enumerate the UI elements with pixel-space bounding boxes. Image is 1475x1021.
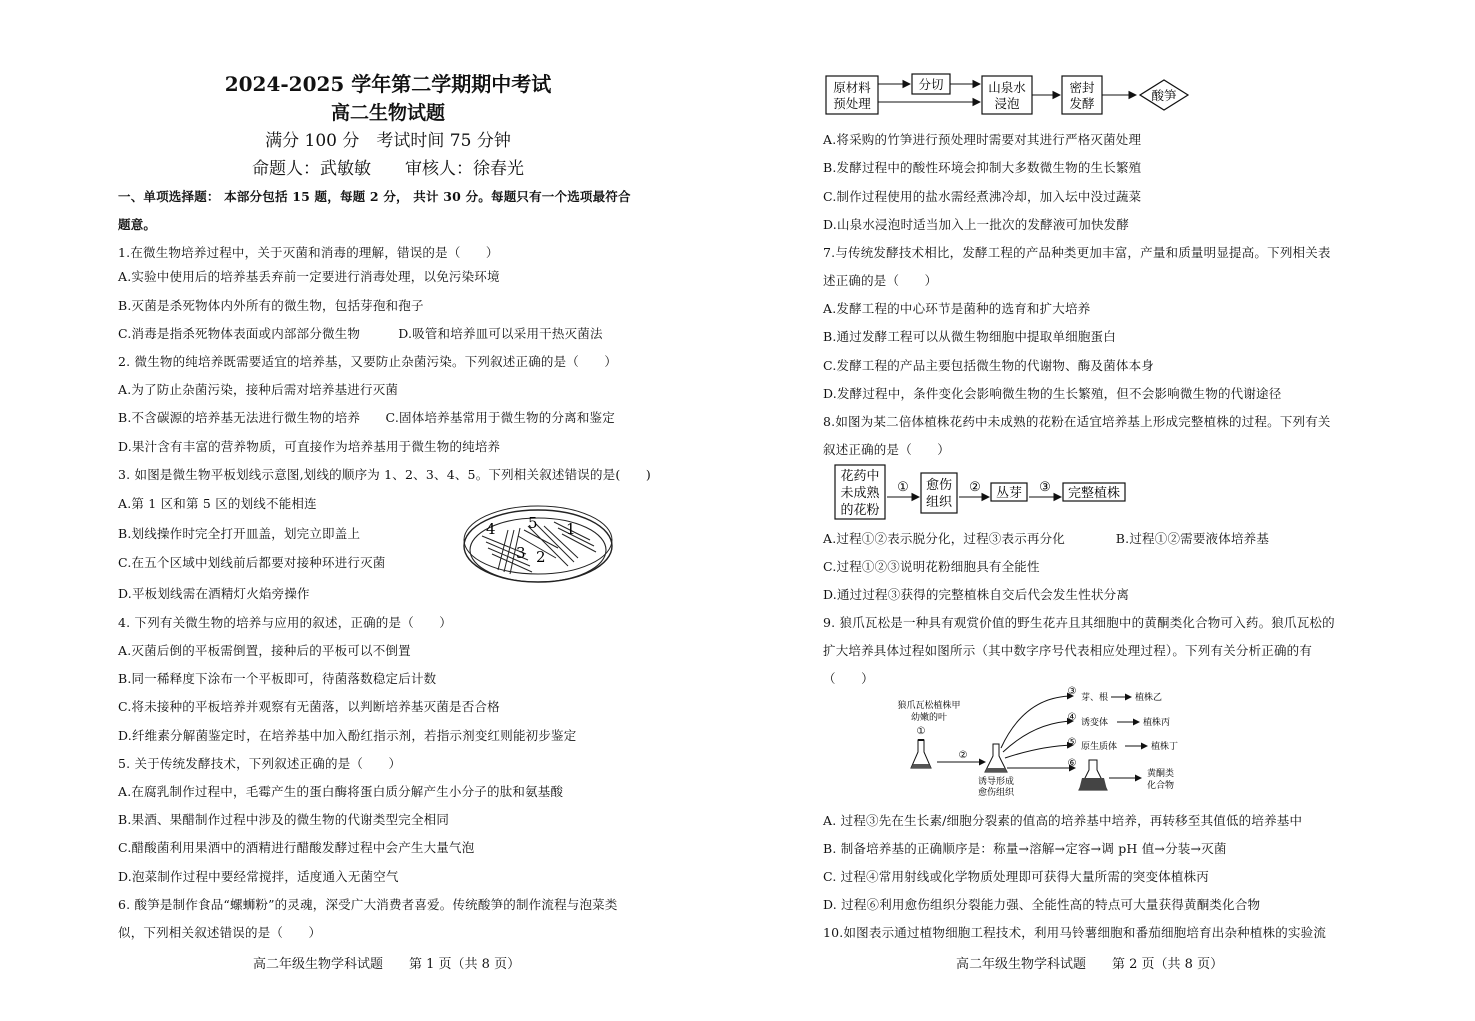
flow-raw-2: 预处理 xyxy=(833,96,871,111)
branch-result: 植株乙 xyxy=(1135,693,1163,703)
question-line: 述正确的是（ ） xyxy=(823,273,938,288)
question-line: 9. 狼爪瓦松是一种具有观赏价值的野生花卉且其细胞中的黄酮类化合物可入药。狼爪瓦松的 xyxy=(823,615,1335,630)
culture-source-2: 幼嫩的叶 xyxy=(910,713,948,723)
question-line: A.为了防止杂菌污染，接种后需对培养基进行灭菌 xyxy=(118,382,399,397)
branch-label: 原生质体 xyxy=(1081,742,1118,752)
exam-authors: 命题人：武敏敏 审核人：徐春光 xyxy=(252,159,524,179)
question-line: C.制作过程使用的盐水需经煮沸冷却，加入坛中没过蔬菜 xyxy=(823,189,1142,204)
question-line: D.泡菜制作过程中要经常搅拌，适度通入无菌空气 xyxy=(118,869,399,884)
petri-label: 4 xyxy=(486,520,496,538)
pollen-start-3: 的花粉 xyxy=(840,503,880,518)
flow-ferment-2: 发酵 xyxy=(1069,96,1095,111)
question-line: A.第 1 区和第 5 区的划线不能相连 xyxy=(118,496,317,511)
question-line: A.灭菌后倒的平板需倒置，接种后的平板可以不倒置 xyxy=(118,643,411,658)
bamboo-flowchart xyxy=(822,70,1202,120)
question-line: D. 过程⑥利用愈伤组织分裂能力强、全能性高的特点可大量获得黄酮类化合物 xyxy=(823,897,1261,912)
question-line: B.灭菌是杀死物体内外所有的微生物，包括芽孢和孢子 xyxy=(118,298,424,313)
question-line: 2. 微生物的纯培养既需要适宜的培养基，又要防止杂菌污染。下列叙述正确的是（ ） xyxy=(118,354,618,369)
question-line: 扩大培养具体过程如图所示（其中数字序号代表相应处理过程）。下列有关分析正确的有 xyxy=(823,643,1313,658)
culture-step-2: ② xyxy=(958,750,968,761)
question-line: D.通过过程③获得的完整植株自交后代会发生性状分离 xyxy=(823,587,1130,602)
pollen-callus-1: 愈伤 xyxy=(925,478,953,493)
question-line: A. 过程③先在生长素/细胞分裂素的值高的培养基中培养，再转移至其值低的培养基中 xyxy=(823,813,1303,828)
section-heading: 一、单项选择题： 本部分包括 15 题，每题 2 分， 共计 30 分。每题只有一个选项最符合 xyxy=(118,189,631,204)
petri-label: 5 xyxy=(528,514,538,532)
petri-label: 1 xyxy=(566,520,576,538)
question-line: （ ） xyxy=(823,671,874,686)
question-line: 10.如图表示通过植物细胞工程技术，利用马铃薯细胞和番茄细胞培育出杂种植株的实验流 xyxy=(823,925,1327,940)
question-line: 3. 如图是微生物平板划线示意图,划线的顺序为 1、2、3、4、5。下列相关叙述错误的是( ) xyxy=(118,467,651,482)
flow-soak-2: 浸泡 xyxy=(994,96,1020,111)
branch-num: ④ xyxy=(1067,712,1077,723)
pollen-plant: 完整植株 xyxy=(1067,486,1121,501)
petri-label: 3 xyxy=(516,544,526,562)
question-line: B.划线操作时完全打开皿盖，划完立即盖上 xyxy=(118,526,361,541)
pollen-start-1: 花药中 xyxy=(840,469,880,484)
flow-cut: 分切 xyxy=(918,77,944,92)
branch-label: 诱变体 xyxy=(1081,718,1109,728)
left-footer: 高二年级生物学科试题 第 1 页（共 8 页） xyxy=(253,957,521,972)
exam-title: 2024-2025 学年第二学期期中考试 xyxy=(224,72,552,96)
flow-raw-1: 原材料 xyxy=(833,80,871,95)
section-heading-cont: 题意。 xyxy=(118,217,157,232)
question-line: B. 制备培养基的正确顺序是：称量→溶解→定容→调 pH 值→分装→灭菌 xyxy=(823,841,1227,856)
branch-result: 植株丁 xyxy=(1151,742,1179,752)
culture-callus-1: 诱导形成 xyxy=(977,777,1015,787)
branch-result: 植株丙 xyxy=(1143,718,1171,728)
pollen-step-3: ③ xyxy=(1039,480,1051,495)
question-line: 7.与传统发酵技术相比，发酵工程的产品种类更加丰富，产量和质量明显提高。下列相关表 xyxy=(823,245,1331,260)
exam-subtitle: 高二生物试题 xyxy=(330,102,445,124)
question-line: B.同一稀释度下涂布一个平板即可，待菌落数稳定后计数 xyxy=(118,671,437,686)
pollen-callus-2: 组织 xyxy=(925,495,953,510)
branch-result-2: 化合物 xyxy=(1147,781,1175,791)
question-line: 8.如图为某二倍体植株花药中未成熟的花粉在适宜培养基上形成完整植株的过程。下列有关 xyxy=(823,414,1331,429)
pollen-step-2: ② xyxy=(969,480,981,495)
question-line: 4. 下列有关微生物的培养与应用的叙述，正确的是（ ） xyxy=(118,615,453,630)
question-line: C.过程①②③说明花粉细胞具有全能性 xyxy=(823,559,1040,574)
question-line: B.通过发酵工程可以从微生物细胞中提取单细胞蛋白 xyxy=(823,329,1116,344)
petri-dish-diagram xyxy=(458,500,618,592)
question-line: 似，下列相关叙述错误的是（ ） xyxy=(118,925,322,940)
question-line: D.果汁含有丰富的营养物质，可直接作为培养基用于微生物的纯培养 xyxy=(118,439,501,454)
question-line: D.平板划线需在酒精灯火焰旁操作 xyxy=(118,586,310,601)
flow-ferment-1: 密封 xyxy=(1069,80,1095,95)
petri-label: 2 xyxy=(536,548,546,566)
question-line: C.发酵工程的产品主要包括微生物的代谢物、酶及菌体本身 xyxy=(823,358,1154,373)
culture-callus-2: 愈伤组织 xyxy=(977,788,1015,798)
question-line: 6. 酸笋是制作食品“螺蛳粉”的灵魂，深受广大消费者喜爱。传统酸笋的制作流程与泡菜类 xyxy=(118,897,618,912)
question-line: D.山泉水浸泡时适当加入上一批次的发酵液可加快发酵 xyxy=(823,217,1130,232)
question-line: 叙述正确的是（ ） xyxy=(823,442,951,457)
pollen-step-1: ① xyxy=(897,480,909,495)
question-line: A.发酵工程的中心环节是菌种的选育和扩大培养 xyxy=(823,301,1091,316)
pollen-culture-diagram xyxy=(833,463,1133,521)
question-line: 1.在微生物培养过程中，关于灭菌和消毒的理解，错误的是（ ） xyxy=(118,245,499,260)
branch-num: ③ xyxy=(1067,686,1077,697)
question-line: B.不含碳源的培养基无法进行微生物的培养 C.固体培养基常用于微生物的分离和鉴定 xyxy=(118,410,615,425)
flow-product: 酸笋 xyxy=(1151,88,1177,103)
question-line: A.将采购的竹笋进行预处理时需要对其进行严格灭菌处理 xyxy=(823,132,1142,147)
question-line: 5. 关于传统发酵技术，下列叙述正确的是（ ） xyxy=(118,756,402,771)
question-line: A.实验中使用后的培养基丢弃前一定要进行消毒处理，以免污染环境 xyxy=(118,269,500,284)
right-footer: 高二年级生物学科试题 第 2 页（共 8 页） xyxy=(956,957,1224,972)
pollen-start-2: 未成熟 xyxy=(840,486,880,501)
question-line: C.将未接种的平板培养并观察有无菌落，以判断培养基灭菌是否合格 xyxy=(118,699,500,714)
exam-score-time: 满分 100 分 考试时间 75 分钟 xyxy=(265,131,511,151)
branch-result-1: 黄酮类 xyxy=(1147,769,1175,779)
culture-source-1: 狼爪瓦松植株甲 xyxy=(897,701,961,711)
question-line: C.消毒是指杀死物体表面或内部部分微生物 D.吸管和培养皿可以采用干热灭菌法 xyxy=(118,326,603,341)
question-line: C.醋酸菌利用果酒中的酒精进行醋酸发酵过程中会产生大量气泡 xyxy=(118,840,475,855)
culture-branch-diagram xyxy=(885,686,1195,798)
question-line: D.发酵过程中，条件变化会影响微生物的生长繁殖，但不会影响微生物的代谢途径 xyxy=(823,386,1282,401)
branch-num: ⑥ xyxy=(1067,758,1077,769)
question-line: A.在腐乳制作过程中，毛霉产生的蛋白酶将蛋白质分解产生小分子的肽和氨基酸 xyxy=(118,784,564,799)
pollen-shoot: 丛芽 xyxy=(995,486,1023,501)
question-line: C. 过程④常用射线或化学物质处理即可获得大量所需的突变体植株丙 xyxy=(823,869,1209,884)
question-line: B.发酵过程中的酸性环境会抑制大多数微生物的生长繁殖 xyxy=(823,160,1142,175)
branch-label: 芽、根 xyxy=(1081,693,1109,703)
question-line: A.过程①②表示脱分化，过程③表示再分化 B.过程①②需要液体培养基 xyxy=(823,531,1270,546)
branch-num: ⑤ xyxy=(1067,737,1077,748)
question-line: D.纤维素分解菌鉴定时，在培养基中加入酚红指示剂，若指示剂变红则能初步鉴定 xyxy=(118,728,577,743)
flow-soak-1: 山泉水 xyxy=(988,80,1026,95)
culture-step-1: ① xyxy=(916,726,926,737)
question-line: B.果酒、果醋制作过程中涉及的微生物的代谢类型完全相同 xyxy=(118,812,450,827)
question-line: C.在五个区域中划线前后都要对接种环进行灭菌 xyxy=(118,555,386,570)
